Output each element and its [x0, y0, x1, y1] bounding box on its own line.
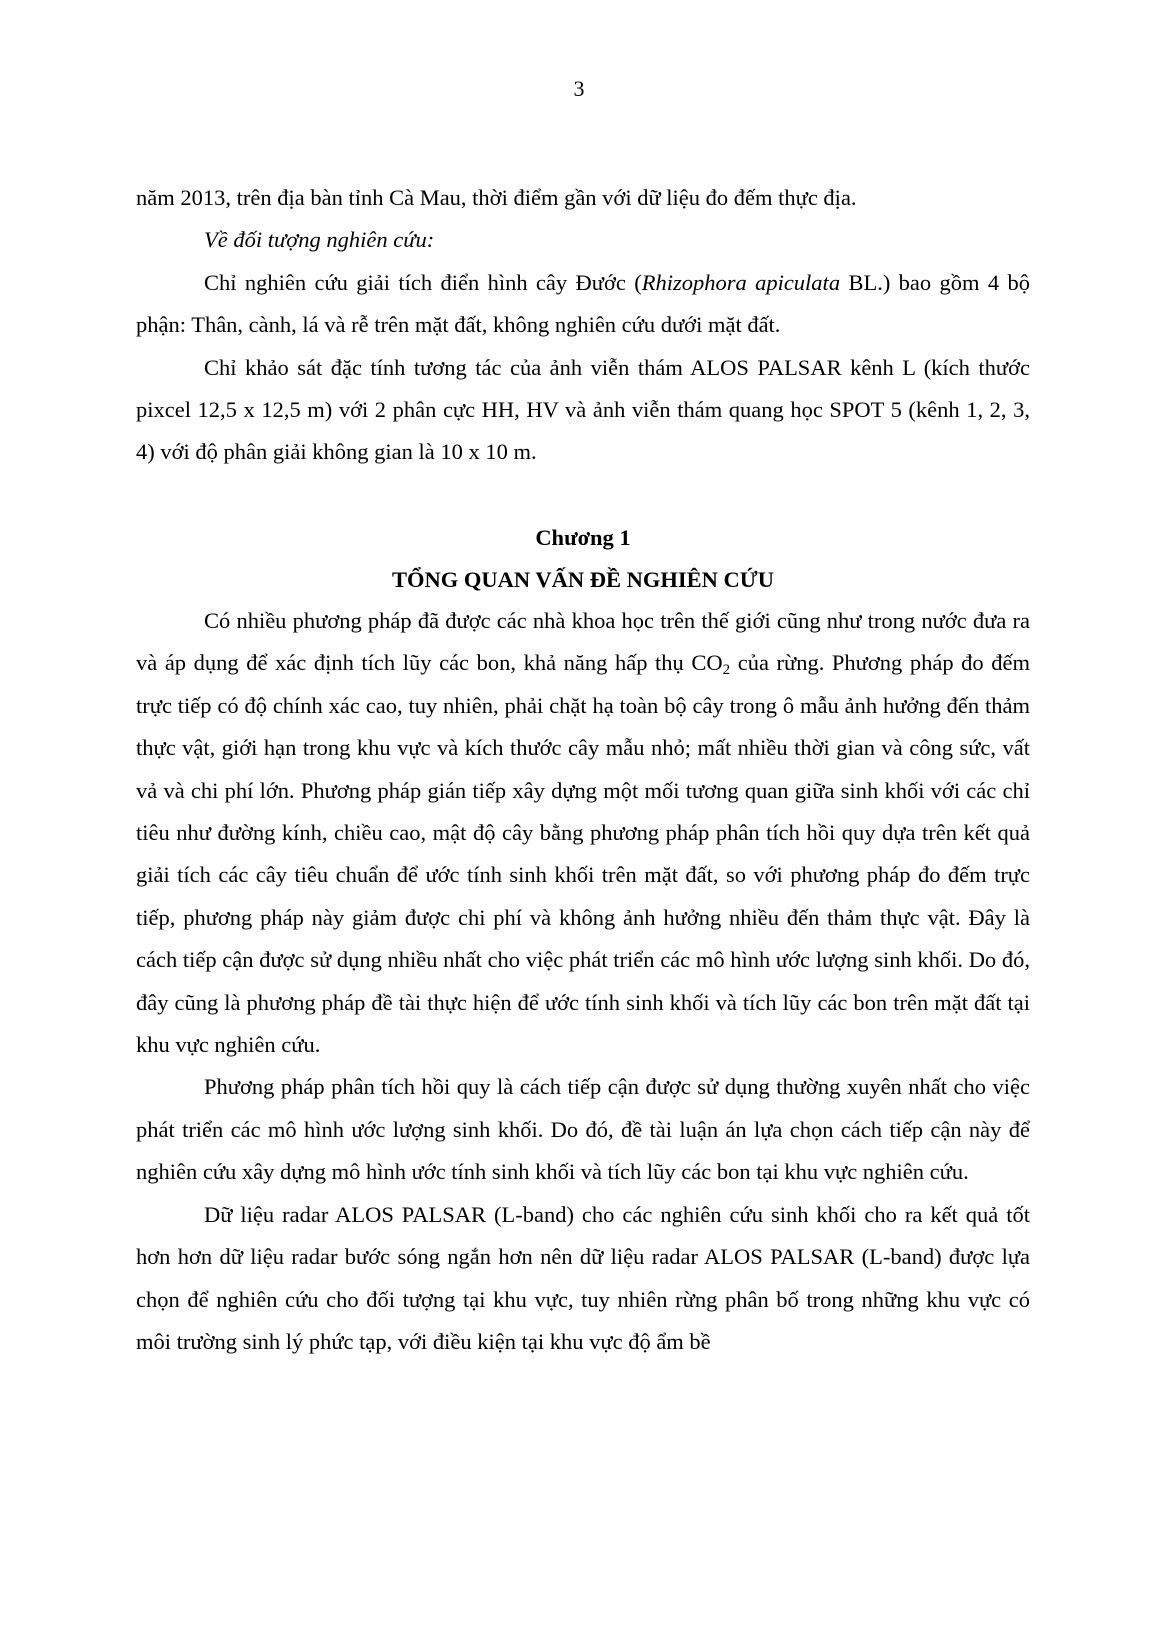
intro-line: năm 2013, trên địa bàn tỉnh Cà Mau, thời điểm gần với dữ liệu đo đếm thực địa.: [136, 185, 857, 210]
intro-p1-text-a: Chỉ nghiên cứu giải tích điển hình cây Đước (: [204, 269, 642, 295]
intro-p1-text-b: BL.) bao gồm 4 bộ phận: Thân, cành, lá và rễ trên mặt đất, không nghiên cứu dưới mặt đất.: [136, 269, 1030, 338]
page-number: 3: [573, 76, 585, 101]
subject-heading: Về đối tượng nghiên cứu:: [204, 227, 435, 253]
body-paragraph-3: Dữ liệu radar ALOS PALSAR (L-band) cho các nghiên cứu sinh khối cho ra kết quả tốt hơn hơn dữ liệu radar bước sóng ngắn hơn nên dữ liệu radar ALOS PALSAR (L-band) được lựa chọn để nghiên cứu cho đối tượng tại khu vực, tuy nhiên rừng phân bố trong những khu vực có môi trường sinh lý phức tạp, với điều kiện tại khu vực độ ẩm bề: [136, 1201, 1030, 1354]
co2-subscript: 2: [722, 662, 731, 679]
body-p1-text-a: Có nhiều phương pháp đã được các nhà khoa học trên thế giới cũng như trong nước đưa ra và áp dụng để xác định tích lũy các bon, khả năng hấp thụ CO: [136, 608, 1030, 676]
chapter-title: TỔNG QUAN VẤN ĐỀ NGHIÊN CỨU: [392, 567, 774, 592]
body-paragraph-2: Phương pháp phân tích hồi quy là cách tiếp cận được sử dụng thường xuyên nhất cho việc phát triển các mô hình ước lượng sinh khối. Do đó, đề tài luận án lựa chọn cách tiếp cận này để nghiên cứu xây dựng mô hình ước tính sinh khối và tích lũy các bon tại khu vực nghiên cứu.: [136, 1074, 1030, 1185]
intro-paragraph-2: Chỉ khảo sát đặc tính tương tác của ảnh viễn thám ALOS PALSAR kênh L (kích thước pixcel 12,5 x 12,5 m) với 2 phân cực HH, HV và ảnh viễn thám quang học SPOT 5 (kênh 1, 2, 3, 4) với độ phân giải không gian là 10 x 10 m.: [136, 354, 1030, 465]
intro-paragraph-1: [136, 262, 1030, 347]
chapter-body: [136, 600, 1030, 1363]
species-name: Rhizophora apiculata: [641, 269, 841, 295]
body-p1-text-b: của rừng. Phương pháp đo đếm trực tiếp có độ chính xác cao, tuy nhiên, phải chặt hạ toàn bộ cây trong ô mẫu ảnh hưởng đến thảm thực vật, giới hạn trong khu vực và kích thước cây mẫu nhỏ; mất nhiều thời gian và công sức, vất vả và chi phí lớn. Phương pháp gián tiếp xây dựng một mối tương quan giữa sinh khối với các chỉ tiêu như đường kính, chiều cao, mật độ cây bằng phương pháp phân tích hồi quy dựa trên kết quả giải tích các cây tiêu chuẩn để ước tính sinh khối trên mặt đất, so với phương pháp đo đếm trực tiếp, phương pháp này giảm được chi phí và không ảnh hưởng nhiều đến thảm thực vật. Đây là cách tiếp cận được sử dụng nhiều nhất cho việc phát triển các mô hình ước lượng sinh khối. Do đó, đây cũng là phương pháp đề tài thực hiện để ước tính sinh khối và tích lũy các bon trên mặt đất tại khu vực nghiên cứu.: [136, 650, 1030, 1058]
intro-section: [136, 177, 1030, 474]
body-paragraph-1: [136, 600, 1030, 1066]
chapter-heading: [136, 517, 1030, 601]
chapter-number: Chương 1: [535, 525, 631, 550]
